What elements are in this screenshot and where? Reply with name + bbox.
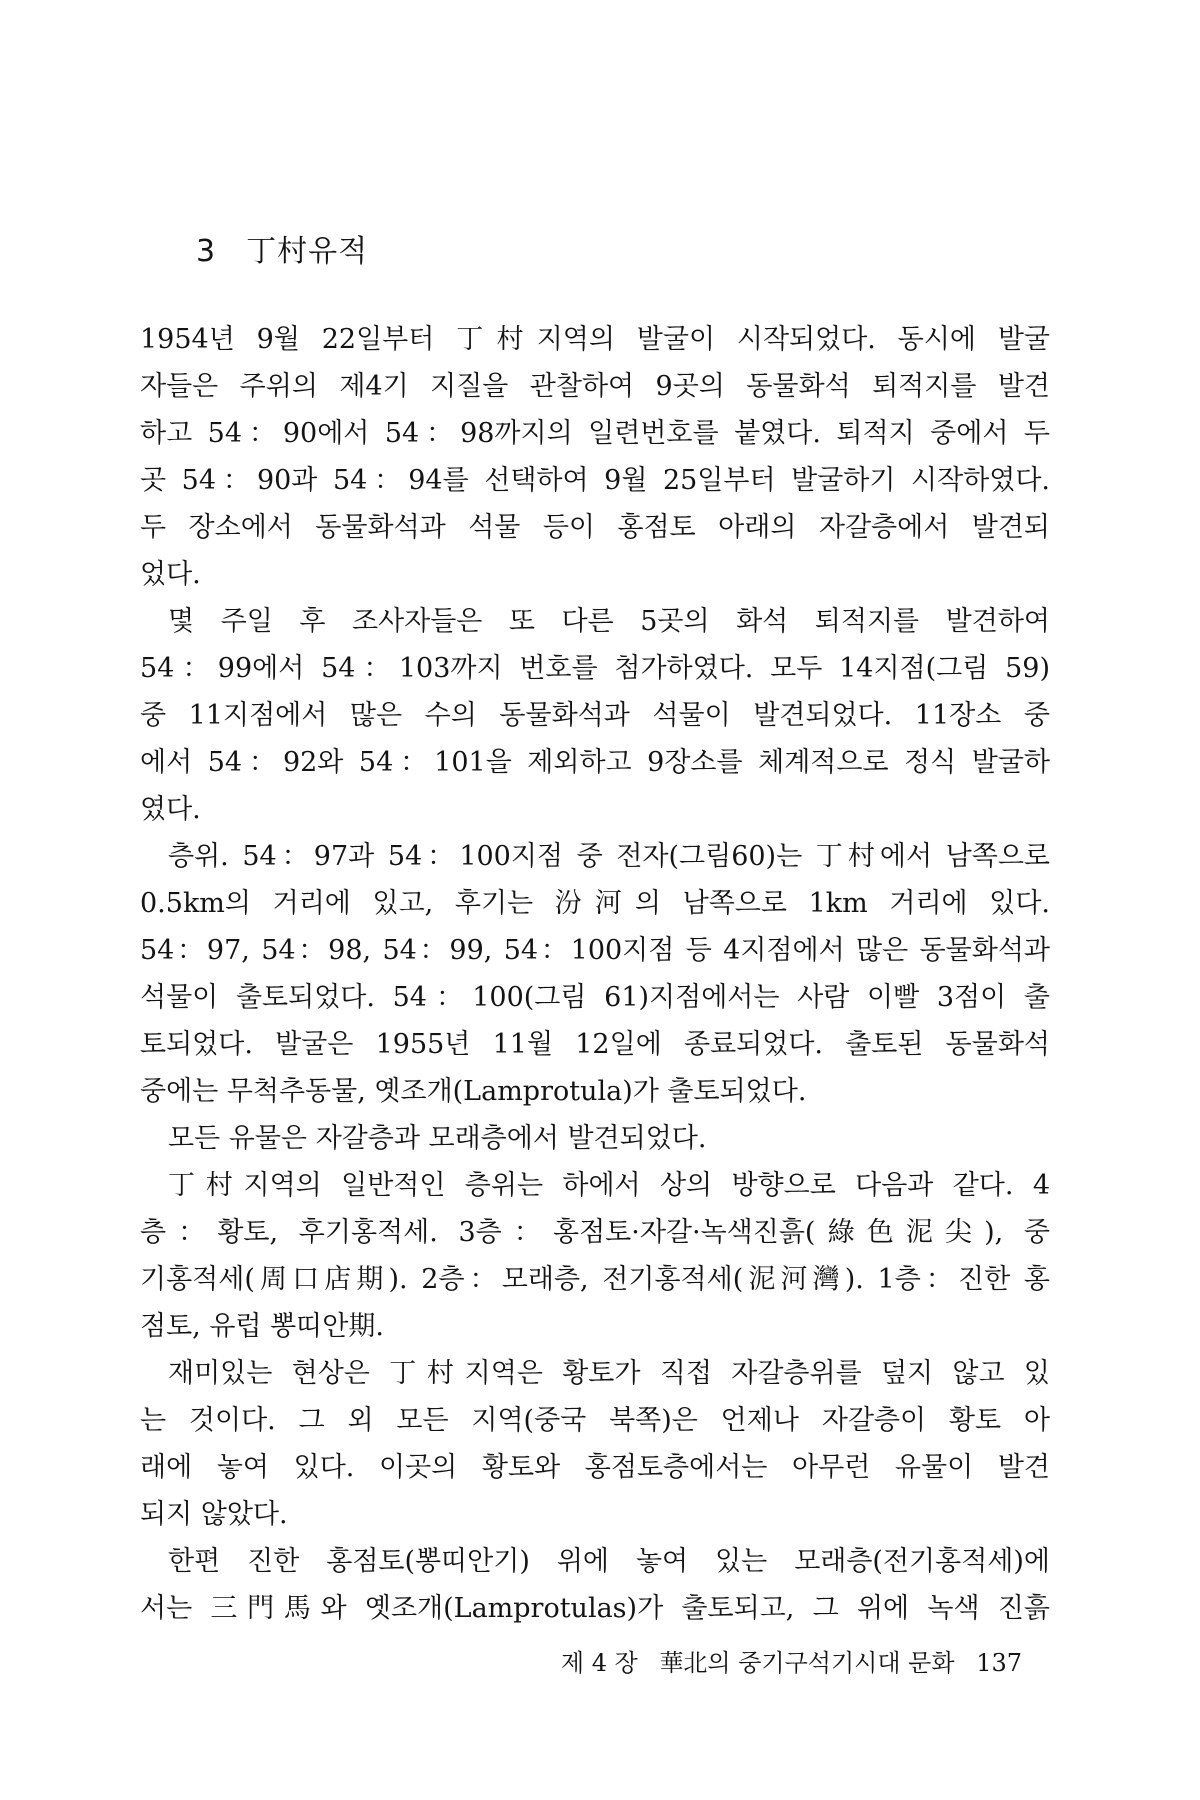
text-line: 기홍적세(周口店期). 2층：모래층, 전기홍적세(泥河灣). 1층：진한 홍: [140, 1264, 1050, 1295]
text-line: 였다.: [140, 794, 201, 825]
chapter-title: 華北의 중기구석기시대 문화: [659, 1649, 955, 1677]
text-line: 서는 三門馬와 옛조개(Lamprotulas)가 출토되고, 그 위에 녹색 진흙: [140, 1593, 1050, 1624]
section-heading: [196, 226, 368, 270]
text-line: 丁村지역의 일반적인 층위는 하에서 상의 방향으로 다음과 같다. 4: [168, 1170, 1050, 1201]
text-line: 재미있는 현상은 丁村지역은 황토가 직접 자갈층위를 덮지 않고 있: [168, 1358, 1050, 1389]
text-line: 54：97, 54：98, 54：99, 54：100지점 등 4지점에서 많은 동물화석과: [140, 935, 1050, 966]
section-number: 3: [196, 234, 217, 269]
text-line: 두 장소에서 동물화석과 석물 등이 홍점토 아래의 자갈층에서 발견되: [140, 512, 1050, 543]
text-line: 되지 않았다.: [140, 1499, 288, 1530]
text-line: 한편 진한 홍점토(뽕띠안기) 위에 놓여 있는 모래층(전기홍적세)에: [168, 1546, 1050, 1577]
text-line: 석물이 출토되었다. 54：100(그림 61)지점에서는 사람 이빨 3점이 출: [140, 982, 1050, 1013]
text-line: 자들은 주위의 제4기 지질을 관찰하여 9곳의 동물화석 퇴적지를 발견: [140, 371, 1050, 402]
text-line: 1954년 9월 22일부터 丁村지역의 발굴이 시작되었다. 동시에 발굴: [140, 324, 1050, 355]
section-title: 丁村유적: [246, 234, 369, 269]
page-number: 137: [976, 1649, 1022, 1677]
text-line: 하고 54：90에서 54：98까지의 일련번호를 붙였다. 퇴적지 중에서 두: [140, 418, 1050, 449]
page-footer: [547, 1643, 1022, 1678]
text-line: 는 것이다. 그 외 모든 지역(중국 북쪽)은 언제나 자갈층이 황토 아: [140, 1405, 1050, 1436]
body-text: [140, 316, 1050, 1632]
text-line: 점토, 유럽 뽕띠안期.: [140, 1311, 384, 1342]
text-line: 중에는 무척추동물, 옛조개(Lamprotula)가 출토되었다.: [140, 1076, 807, 1107]
text-line: 래에 놓여 있다. 이곳의 황토와 홍점토층에서는 아무런 유물이 발견: [140, 1452, 1050, 1483]
text-line: 중 11지점에서 많은 수의 동물화석과 석물이 발견되었다. 11장소 중: [140, 700, 1050, 731]
chapter-label: 제 4 장: [560, 1649, 638, 1677]
text-line: 층：황토, 후기홍적세. 3층：홍점토·자갈·녹색진흙(綠色泥尖), 중: [140, 1217, 1050, 1248]
text-line: 었다.: [140, 559, 201, 590]
text-line: 에서 54：92와 54：101을 제외하고 9장소를 체계적으로 정식 발굴하: [140, 747, 1050, 778]
text-line: 토되었다. 발굴은 1955년 11월 12일에 종료되었다. 출토된 동물화석: [140, 1029, 1050, 1060]
text-line: 곳 54：90과 54：94를 선택하여 9월 25일부터 발굴하기 시작하였다.: [140, 465, 1050, 496]
text-line: 54：99에서 54：103까지 번호를 첨가하였다. 모두 14지점(그림 59): [140, 653, 1050, 684]
text-line: 층위. 54：97과 54：100지점 중 전자(그림60)는 丁村에서 남쪽으로: [168, 841, 1050, 872]
text-line: 몇 주일 후 조사자들은 또 다른 5곳의 화석 퇴적지를 발견하여: [168, 606, 1050, 637]
text-line: 0.5km의 거리에 있고, 후기는 汾河의 남쪽으로 1km 거리에 있다.: [140, 888, 1050, 919]
text-line: 모든 유물은 자갈층과 모래층에서 발견되었다.: [168, 1123, 707, 1154]
